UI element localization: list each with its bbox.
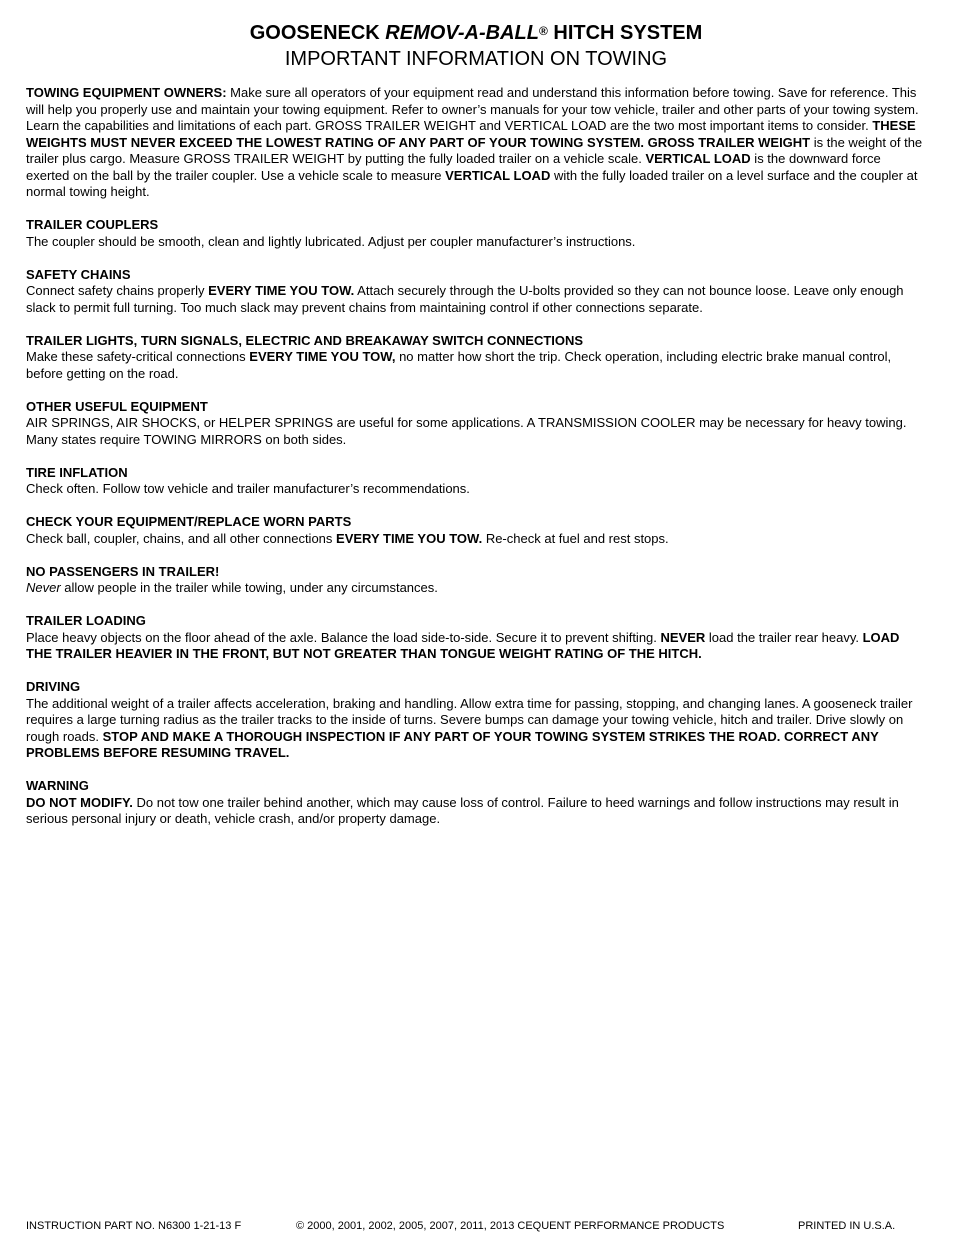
section-tire-inflation [26, 465, 926, 498]
title-gooseneck: GOOSENECK [249, 22, 386, 44]
owners-text-3: is the downward force exerted on the ball by the trailer coupler. Use a vehicle scale to measure [26, 151, 881, 183]
section-check-equipment [26, 514, 926, 547]
passengers-heading: NO PASSENGERS IN TRAILER! [26, 563, 220, 579]
driving-paragraph [26, 696, 926, 762]
chains-text-1: Connect safety chains properly [26, 283, 209, 298]
warning-bold-1: DO NOT MODIFY. [26, 794, 133, 810]
passengers-text: allow people in the trailer while towing, under any circumstances. [60, 580, 438, 595]
lights-text-1: Make these safety-critical connections [26, 349, 250, 364]
loading-bold-2: LOAD THE TRAILER HEAVIER IN THE FRONT, BUT NOT GREATER THAN TONGUE WEIGHT RATING OF THE HITCH. [26, 629, 900, 661]
tires-heading: TIRE INFLATION [26, 464, 128, 480]
owners-text-4: with the fully loaded trailer on a level surface and the coupler at normal towing height. [26, 167, 918, 199]
document-subtitle: IMPORTANT INFORMATION ON TOWING [284, 48, 668, 70]
section-towing-equipment-owners [26, 85, 926, 201]
check-heading: CHECK YOUR EQUIPMENT/REPLACE WORN PARTS [26, 514, 352, 529]
check-paragraph [26, 531, 926, 548]
loading-text-2: load the trailer rear heavy. [705, 629, 863, 645]
chains-paragraph [26, 283, 926, 316]
couplers-text: The coupler should be smooth, clean and lightly lubricated. Adjust per coupler manufacturer’s instructions. [26, 233, 636, 249]
driving-heading: DRIVING [26, 679, 81, 694]
instruction-page [26, 20, 926, 844]
driving-bold-1: STOP AND MAKE A THOROUGH INSPECTION IF ANY PART OF YOUR TOWING SYSTEM STRIKES THE ROAD. CORRECT ANY PROBLEMS BEFORE RESUMING TRAVEL. [26, 728, 879, 760]
owners-bold-3: VERTICAL LOAD [445, 167, 551, 183]
lights-bold-1: EVERY TIME YOU TOW, [249, 349, 396, 364]
footer-part-number: INSTRUCTION PART NO. N6300 1-21-13 F [26, 1220, 242, 1232]
document-title [26, 20, 926, 72]
loading-bold-1: NEVER [660, 629, 706, 645]
section-trailer-couplers [26, 217, 926, 250]
lights-paragraph [26, 349, 926, 382]
title-brand: REMOV-A-BALL [385, 22, 539, 44]
owners-bold-1: THESE WEIGHTS MUST NEVER EXCEED THE LOWEST RATING OF ANY PART OF YOUR TOWING SYSTEM. GROSS TRAILER WEIGHT [26, 118, 916, 150]
lights-text-2: no matter how short the trip. Check operation, including electric brake manual control, before getting on the road. [26, 349, 892, 381]
tires-text: Check often. Follow tow vehicle and trailer manufacturer’s recommendations. [26, 481, 470, 496]
loading-paragraph [26, 630, 926, 663]
chains-text-2: Attach securely through the U-bolts provided so they can not bounce loose. Leave only enough slack to permit full turning. Too much slack may prevent chains from maintaining control if other connections separate. [26, 283, 904, 315]
passengers-italic: Never [26, 580, 61, 595]
passengers-paragraph [26, 580, 926, 597]
check-text-1: Check ball, coupler, chains, and all other connections [26, 530, 337, 546]
section-no-passengers [26, 564, 926, 597]
chains-bold-1: EVERY TIME YOU TOW. [208, 283, 355, 298]
footer-printed-in: PRINTED IN U.S.A. [798, 1220, 896, 1232]
owners-text-2: is the weight of the trailer plus cargo. Measure GROSS TRAILER WEIGHT by putting the fully loaded trailer on a vehicle scale. [26, 134, 923, 166]
owners-text-1: Make sure all operators of your equipment read and understand this information before towing. Save for reference. This will help you properly use and maintain your towing equipment. Refer to owner’s manuals for your tow vehicle, trailer and other parts of your towing system. Learn the capabilities and limitations of each part. GROSS TRAILER WEIGHT and VERTICAL LOAD are the two most important items to consider. [26, 85, 919, 133]
lights-heading: TRAILER LIGHTS, TURN SIGNALS, ELECTRIC AND BREAKAWAY SWITCH CONNECTIONS [26, 332, 584, 348]
equipment-text: AIR SPRINGS, AIR SHOCKS, or HELPER SPRINGS are useful for some applications. A TRANSMISSION COOLER may be necessary for heavy towing. Many states require TOWING MIRRORS on both sides. [26, 415, 907, 447]
owners-heading: TOWING EQUIPMENT OWNERS: [26, 85, 227, 100]
equipment-heading: OTHER USEFUL EQUIPMENT [26, 398, 208, 414]
chains-heading: SAFETY CHAINS [26, 266, 131, 282]
loading-text-1: Place heavy objects on the floor ahead of the axle. Balance the load side-to-side. Secure it to prevent shifting. [26, 629, 661, 645]
title-line-1 [26, 20, 926, 46]
owners-paragraph [26, 85, 926, 201]
owners-bold-2: VERTICAL LOAD [645, 151, 751, 166]
section-warning [26, 778, 926, 828]
driving-text-1: The additional weight of a trailer affects acceleration, braking and handling. Allow extra time for passing, stopping, and changing lanes. A gooseneck trailer requires a large turning radius as the trailer tracks to the inside of turns. Severe bumps can damage your towing vehicle, hitch and trailer. Drive slowly on rough roads. [26, 695, 913, 744]
check-text-2: Re-check at fuel and rest stops. [482, 530, 669, 546]
registered-mark: ® [538, 24, 548, 38]
section-driving [26, 679, 926, 762]
section-trailer-loading [26, 613, 926, 663]
warning-text: Do not tow one trailer behind another, which may cause loss of control. Failure to heed warnings and follow instructions may result in serious personal injury or death, vehicle crash, and/or property damage. [26, 794, 899, 826]
warning-paragraph [26, 795, 926, 828]
section-other-useful-equipment [26, 399, 926, 449]
couplers-heading: TRAILER COUPLERS [26, 217, 159, 232]
warning-heading: WARNING [26, 778, 89, 793]
title-hitch-system: HITCH SYSTEM [547, 22, 703, 44]
footer-copyright: © 2000, 2001, 2002, 2005, 2007, 2011, 2013 CEQUENT PERFORMANCE PRODUCTS [296, 1220, 725, 1232]
check-bold-1: EVERY TIME YOU TOW. [336, 530, 483, 546]
section-trailer-lights [26, 333, 926, 383]
section-safety-chains [26, 267, 926, 317]
loading-heading: TRAILER LOADING [26, 613, 146, 628]
